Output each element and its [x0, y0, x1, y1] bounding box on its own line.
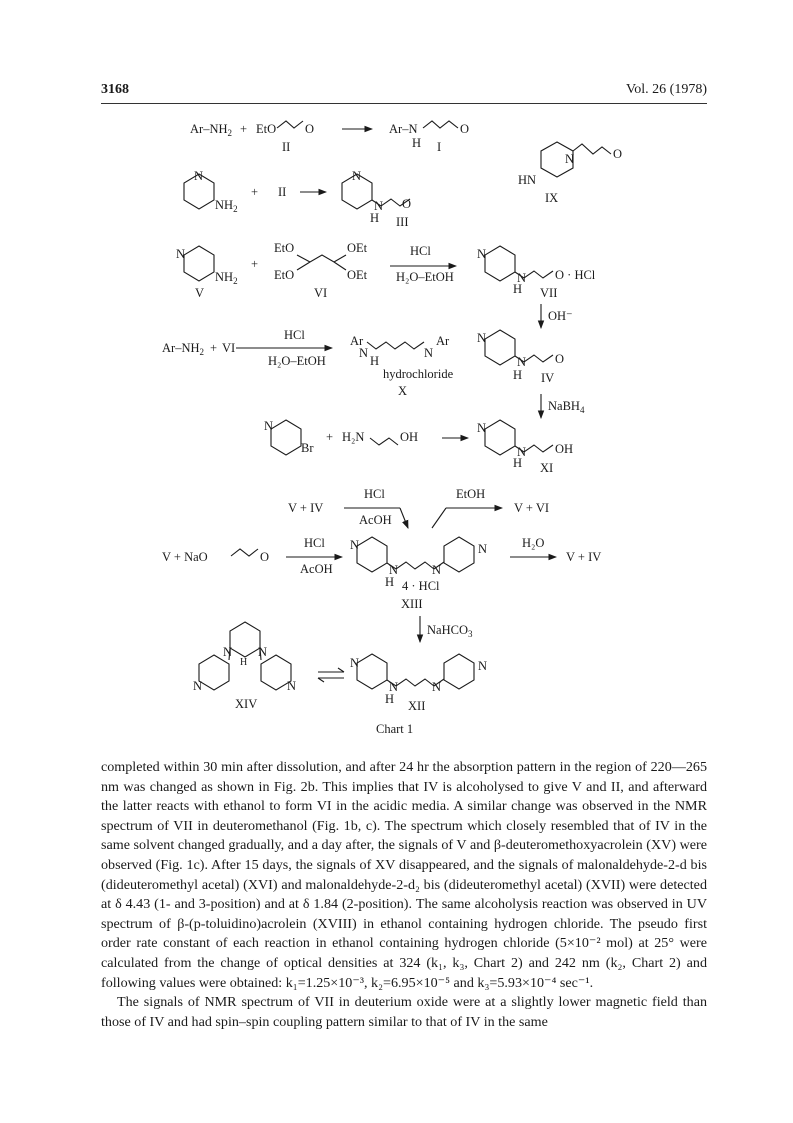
row2-nh2: $NH_2$: [215, 198, 238, 214]
row7-xiii-ring-right: [444, 537, 474, 572]
compound-label-v: V: [195, 286, 205, 300]
row2-product-h: H: [370, 211, 380, 225]
row5-amine-oh: OH: [400, 430, 419, 444]
row3-condition-hcl: HCl: [410, 244, 431, 258]
row2-ring-n: N: [194, 169, 204, 183]
row7-right: V + IV: [566, 550, 602, 564]
row2-product-nh: N: [374, 199, 384, 213]
xiv-h: H: [240, 657, 248, 668]
vii-to-iv-reagent: OH⁻: [548, 309, 573, 323]
xiv-ring-left: [199, 655, 229, 690]
row3-v-ring-n: N: [176, 247, 186, 261]
xii-ring-right: [444, 654, 474, 689]
paragraph-1: completed within 30 min after dissolution, and after 24 hr the absorption pattern in the region of 220—265 nm was changed as shown in Fig. 2b. This implies that IV is alcoholysed to give V and II, and afterward the latter reacts with ethanol to form VI in the acidic media. A similar change was observed in the NMR spectrum of VII in deuteromethanol (Fig. 1b, c). The spectrum which closely resembled that of IV in the same solvent changed gradually, and a day after, the signals of V and β-deuteromethoxyacrolein (XV) were observed (Fig. 1c). After 15 days, the signals of XV disappeared, and the signals of malonaldehyde-2-d bis (dideuteromethyl acetal) (XVI) and malonaldehyde-2-d₂ bis (dideuteromethyl acetal) (XVII) were detected at δ 4.43 (1- and 3-position) and at δ 1.84 (2-position). The same alcoholysis reaction was observed in UV spectrum of β-(p-toluidino)acrolein (XVIII) in ethanol containing hydrogen chloride. The pseudo first order rate constant of each reaction in ethanol containing hydrogen chloride (5×10⁻² mol) at 25° were calculated from the change of optical densities at 324 (k₁, k₃, Chart 2) and 242 nm (k₂, Chart 2) and following values were obtained: k₁=1.25×10⁻³, k₂=6.95×10⁻⁵ and k₃=5.93×10⁻⁴ sec⁻¹.: [101, 759, 707, 991]
compound-label-ii: II: [282, 140, 291, 154]
page-number: 3168: [101, 82, 129, 97]
row7-sodium-salt-chain-bond: [231, 549, 258, 556]
row4-x-n-left: N: [359, 346, 369, 360]
row4-iv-ring: [485, 330, 515, 365]
row5-xi-ring: [485, 420, 515, 455]
ix-chain-bond: [573, 144, 611, 154]
compound-label-i: I: [437, 140, 442, 154]
row2-product-o: O: [402, 197, 412, 211]
row4-x-hydrochloride: hydrochloride: [383, 367, 454, 381]
row7-left-o: O: [260, 550, 270, 564]
row6-condition-hcl: HCl: [364, 487, 385, 501]
row4-condition-solvent: H₂O–EtOH: [268, 354, 326, 368]
row5-amine-h2n: H₂N: [342, 430, 365, 444]
row7-xiii-nh: N: [389, 563, 399, 577]
row7-condition-hcl: HCl: [304, 536, 325, 550]
xiv-n-upper-right: N: [258, 645, 268, 659]
row4-iv-nh: N: [517, 355, 527, 369]
body-text: [101, 758, 707, 1032]
row4-x-h: H: [370, 354, 380, 368]
row6-right: V + VI: [514, 501, 550, 515]
compound-label-xiii: XIII: [401, 597, 423, 611]
row7-left: V + NaO: [162, 550, 208, 564]
xii-ring-left: [357, 654, 387, 689]
row6-condition-etoh: EtOH: [456, 487, 486, 501]
row1-product-h: H: [412, 136, 422, 150]
ix-o: O: [613, 147, 623, 161]
xii-ring-n-right: N: [478, 659, 488, 673]
row7-xiii-ring-left: [357, 537, 387, 572]
row5-ring-n: N: [264, 419, 274, 433]
row3-vii-tail: O · HCl: [555, 268, 596, 282]
row4-x-chain-bond: [367, 342, 424, 349]
paragraph-2: The signals of NMR spectrum of VII in deuterium oxide were at a slightly lower magnetic field than those of IV and had spin–spin coupling pattern similar to that of IV in the same: [101, 994, 707, 1030]
xiii-to-xii-reagent: NaHCO$_3$: [427, 623, 473, 639]
row7-condition-h2o: H₂O: [522, 536, 545, 550]
row1-product-arn: Ar–N: [389, 122, 418, 136]
row1-reactant-text: $Ar-NH_2$: [190, 122, 232, 138]
row5-plus: +: [326, 430, 334, 444]
compound-label-vi: VI: [314, 286, 328, 300]
row7-xiii-n-chain: N: [432, 563, 442, 577]
xiv-n-right: N: [287, 679, 297, 693]
row5-bromopyridine-ring: [271, 420, 301, 455]
row5-xi-h: H: [513, 456, 523, 470]
compound-label-xi: XI: [540, 461, 554, 475]
row3-vii-ring: [485, 246, 515, 281]
row3-v-ring: [184, 246, 214, 281]
row3-acetal-eto-top: EtO: [274, 241, 295, 255]
row6-condition-acoh: AcOH: [359, 513, 392, 527]
xii-n-chain: N: [432, 680, 442, 694]
row1-plus: +: [240, 122, 248, 136]
row5-br: Br: [301, 441, 314, 455]
row6-arrow-1-bend: [400, 508, 408, 528]
ix-hn: HN: [518, 173, 537, 187]
row4-x-ar-left: Ar: [350, 334, 364, 348]
row4-iv-h: H: [513, 368, 523, 382]
row3-v-nh2: $NH_2$: [215, 270, 238, 286]
row3-acetal-eto-bottom: EtO: [274, 268, 295, 282]
xii-nh: N: [389, 680, 399, 694]
compound-label-x: X: [398, 384, 408, 398]
xii-h: H: [385, 692, 395, 706]
row1-reagent-o: O: [305, 122, 315, 136]
row3-acetal-oet-bottom: OEt: [347, 268, 368, 282]
row7-xiii-ring-n-right: N: [478, 542, 488, 556]
row7-xiii-h: H: [385, 575, 395, 589]
compound-label-xii: XII: [408, 699, 426, 713]
row3-plus: +: [251, 257, 259, 271]
row5-xi-ring-n: N: [477, 421, 487, 435]
row4-iv-ring-n: N: [477, 331, 487, 345]
compound-label-vii: VII: [540, 286, 558, 300]
row6-arrow-2-bend: [432, 508, 446, 528]
row5-xi-oh: OH: [555, 442, 574, 456]
row1-reagent-eto: EtO: [256, 122, 277, 136]
row2-plus: +: [251, 185, 259, 199]
row4-reactant: $Ar-NH_2$: [162, 341, 204, 357]
row5-amine-chain-bond: [370, 438, 398, 445]
row3-vii-ring-n: N: [477, 247, 487, 261]
chart-caption: Chart 1: [376, 722, 414, 736]
row8-equilibrium-arrows: [318, 668, 344, 682]
row3-vii-h: H: [513, 282, 523, 296]
row1-reactant-chain-bond: [277, 121, 303, 128]
row4-condition-hcl: HCl: [284, 328, 305, 342]
row7-xiii-ring-n-left: N: [350, 538, 360, 552]
row7-xiii-salt: 4 · HCl: [402, 579, 440, 593]
row5-xi-nh: N: [517, 445, 527, 459]
row3-condition-solvent: H₂O–EtOH: [396, 270, 454, 284]
compound-label-ix: IX: [545, 191, 559, 205]
row3-acetal-bonds: [297, 255, 346, 270]
row1-product-chain-bond: [423, 121, 458, 128]
row2-reagent-ii: II: [278, 185, 287, 199]
compound-label-iv: IV: [541, 371, 555, 385]
volume-label: Vol. 26 (1978): [625, 82, 707, 97]
xii-ring-n-left: N: [350, 656, 360, 670]
row3-acetal-oet-top: OEt: [347, 241, 368, 255]
ix-n: N: [565, 152, 575, 166]
row4-x-ar-right: Ar: [436, 334, 450, 348]
row2-product-ring-n: N: [352, 169, 362, 183]
row4-x-n-right: N: [424, 346, 434, 360]
xiv-n-left: N: [193, 679, 203, 693]
row4-iv-o: O: [555, 352, 565, 366]
row3-vii-nh: N: [517, 271, 527, 285]
row6-left: V + IV: [288, 501, 324, 515]
iv-to-xi-reagent: NaBH$_4$: [548, 399, 585, 415]
row4-plus: +: [210, 341, 218, 355]
row4-reagent-vi: VI: [222, 341, 236, 355]
compound-label-xiv: XIV: [235, 697, 258, 711]
row1-product-o: O: [460, 122, 470, 136]
compound-label-iii: III: [396, 215, 409, 229]
xiv-ring-top: [230, 622, 260, 657]
row7-condition-acoh: AcOH: [300, 562, 333, 576]
xiv-n-upper-left: N: [223, 645, 233, 659]
